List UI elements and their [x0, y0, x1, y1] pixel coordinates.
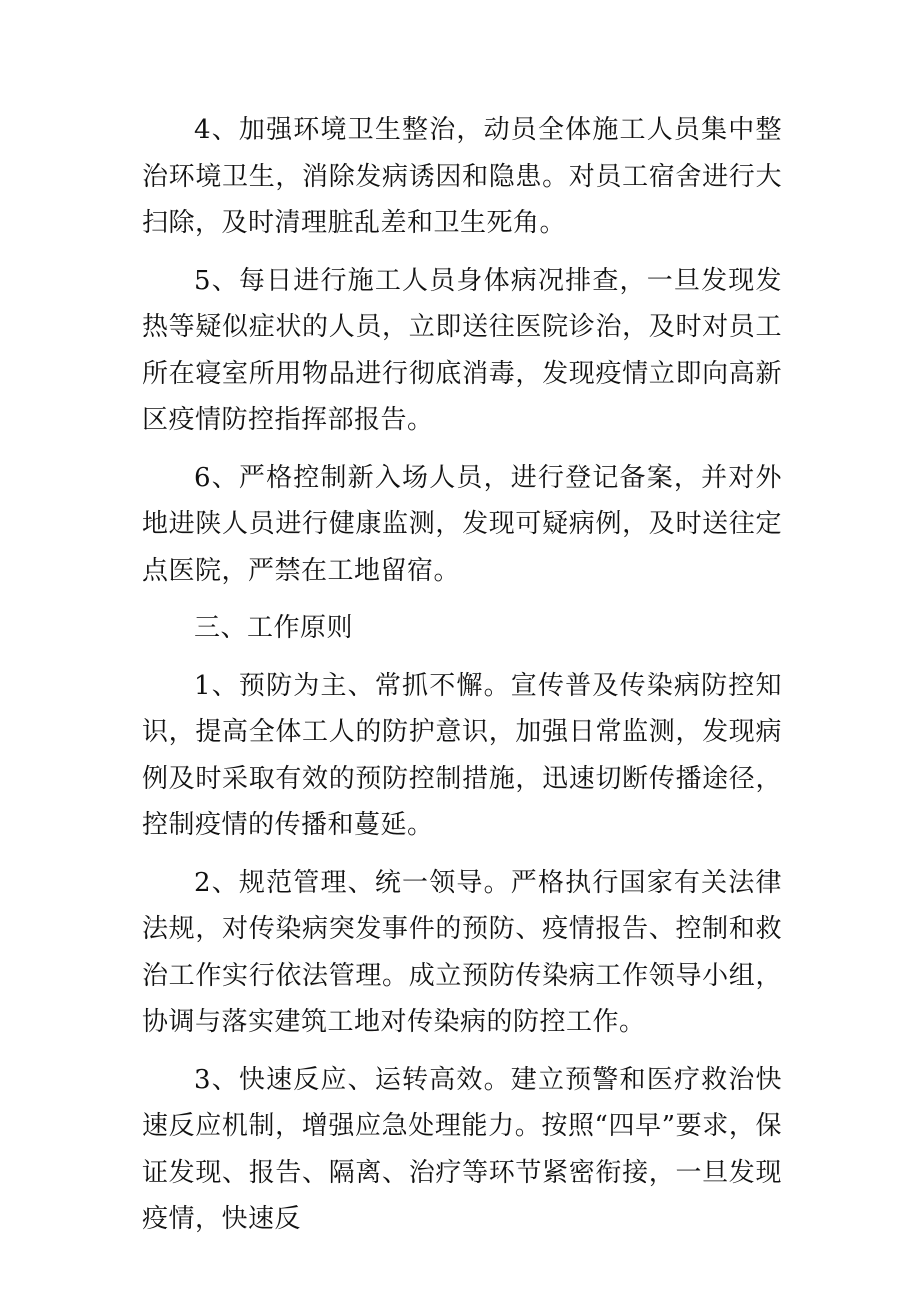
document-body: [142, 107, 782, 1254]
paragraph-principle-1: 1、预防为主、常抓不懈。宣传普及传染病防控知识，提高全体工人的防护意识，加强日常监测，发现病例及时采取有效的预防控制措施，迅速切断传播途径，控制疫情的传播和蔓延。: [142, 670, 782, 840]
paragraph-item-4: 4、加强环境卫生整治，动员全体施工人员集中整治环境卫生，消除发病诱因和隐患。对员工宿舍进行大扫除，及时清理脏乱差和卫生死角。: [142, 115, 782, 238]
paragraph-principle-2: 2、规范管理、统一领导。严格执行国家有关法律法规，对传染病突发事件的预防、疫情报告、控制和救治工作实行依法管理。成立预防传染病工作领导小组，协调与落实建筑工地对传染病的防控工作。: [142, 867, 782, 1037]
section-heading-principles: 三、工作原则: [194, 613, 354, 643]
paragraph-item-6: 6、严格控制新入场人员，进行登记备案，并对外地进陕人员进行健康监测，发现可疑病例，及时送往定点医院，严禁在工地留宿。: [142, 462, 782, 586]
paragraph-principle-3: 3、快速反应、运转高效。建立预警和医疗救治快速反应机制，增强应急处理能力。按照“四早”要求，保证发现、报告、隔离、治疗等环节紧密衔接，一旦发现疫情，快速反: [142, 1064, 782, 1234]
paragraph-item-5: 5、每日进行施工人员身体病况排查，一旦发现发热等疑似症状的人员，立即送往医院诊治，及时对员工所在寝室所用物品进行彻底消毒，发现疫情立即向高新区疫情防控指挥部报告。: [142, 265, 782, 435]
